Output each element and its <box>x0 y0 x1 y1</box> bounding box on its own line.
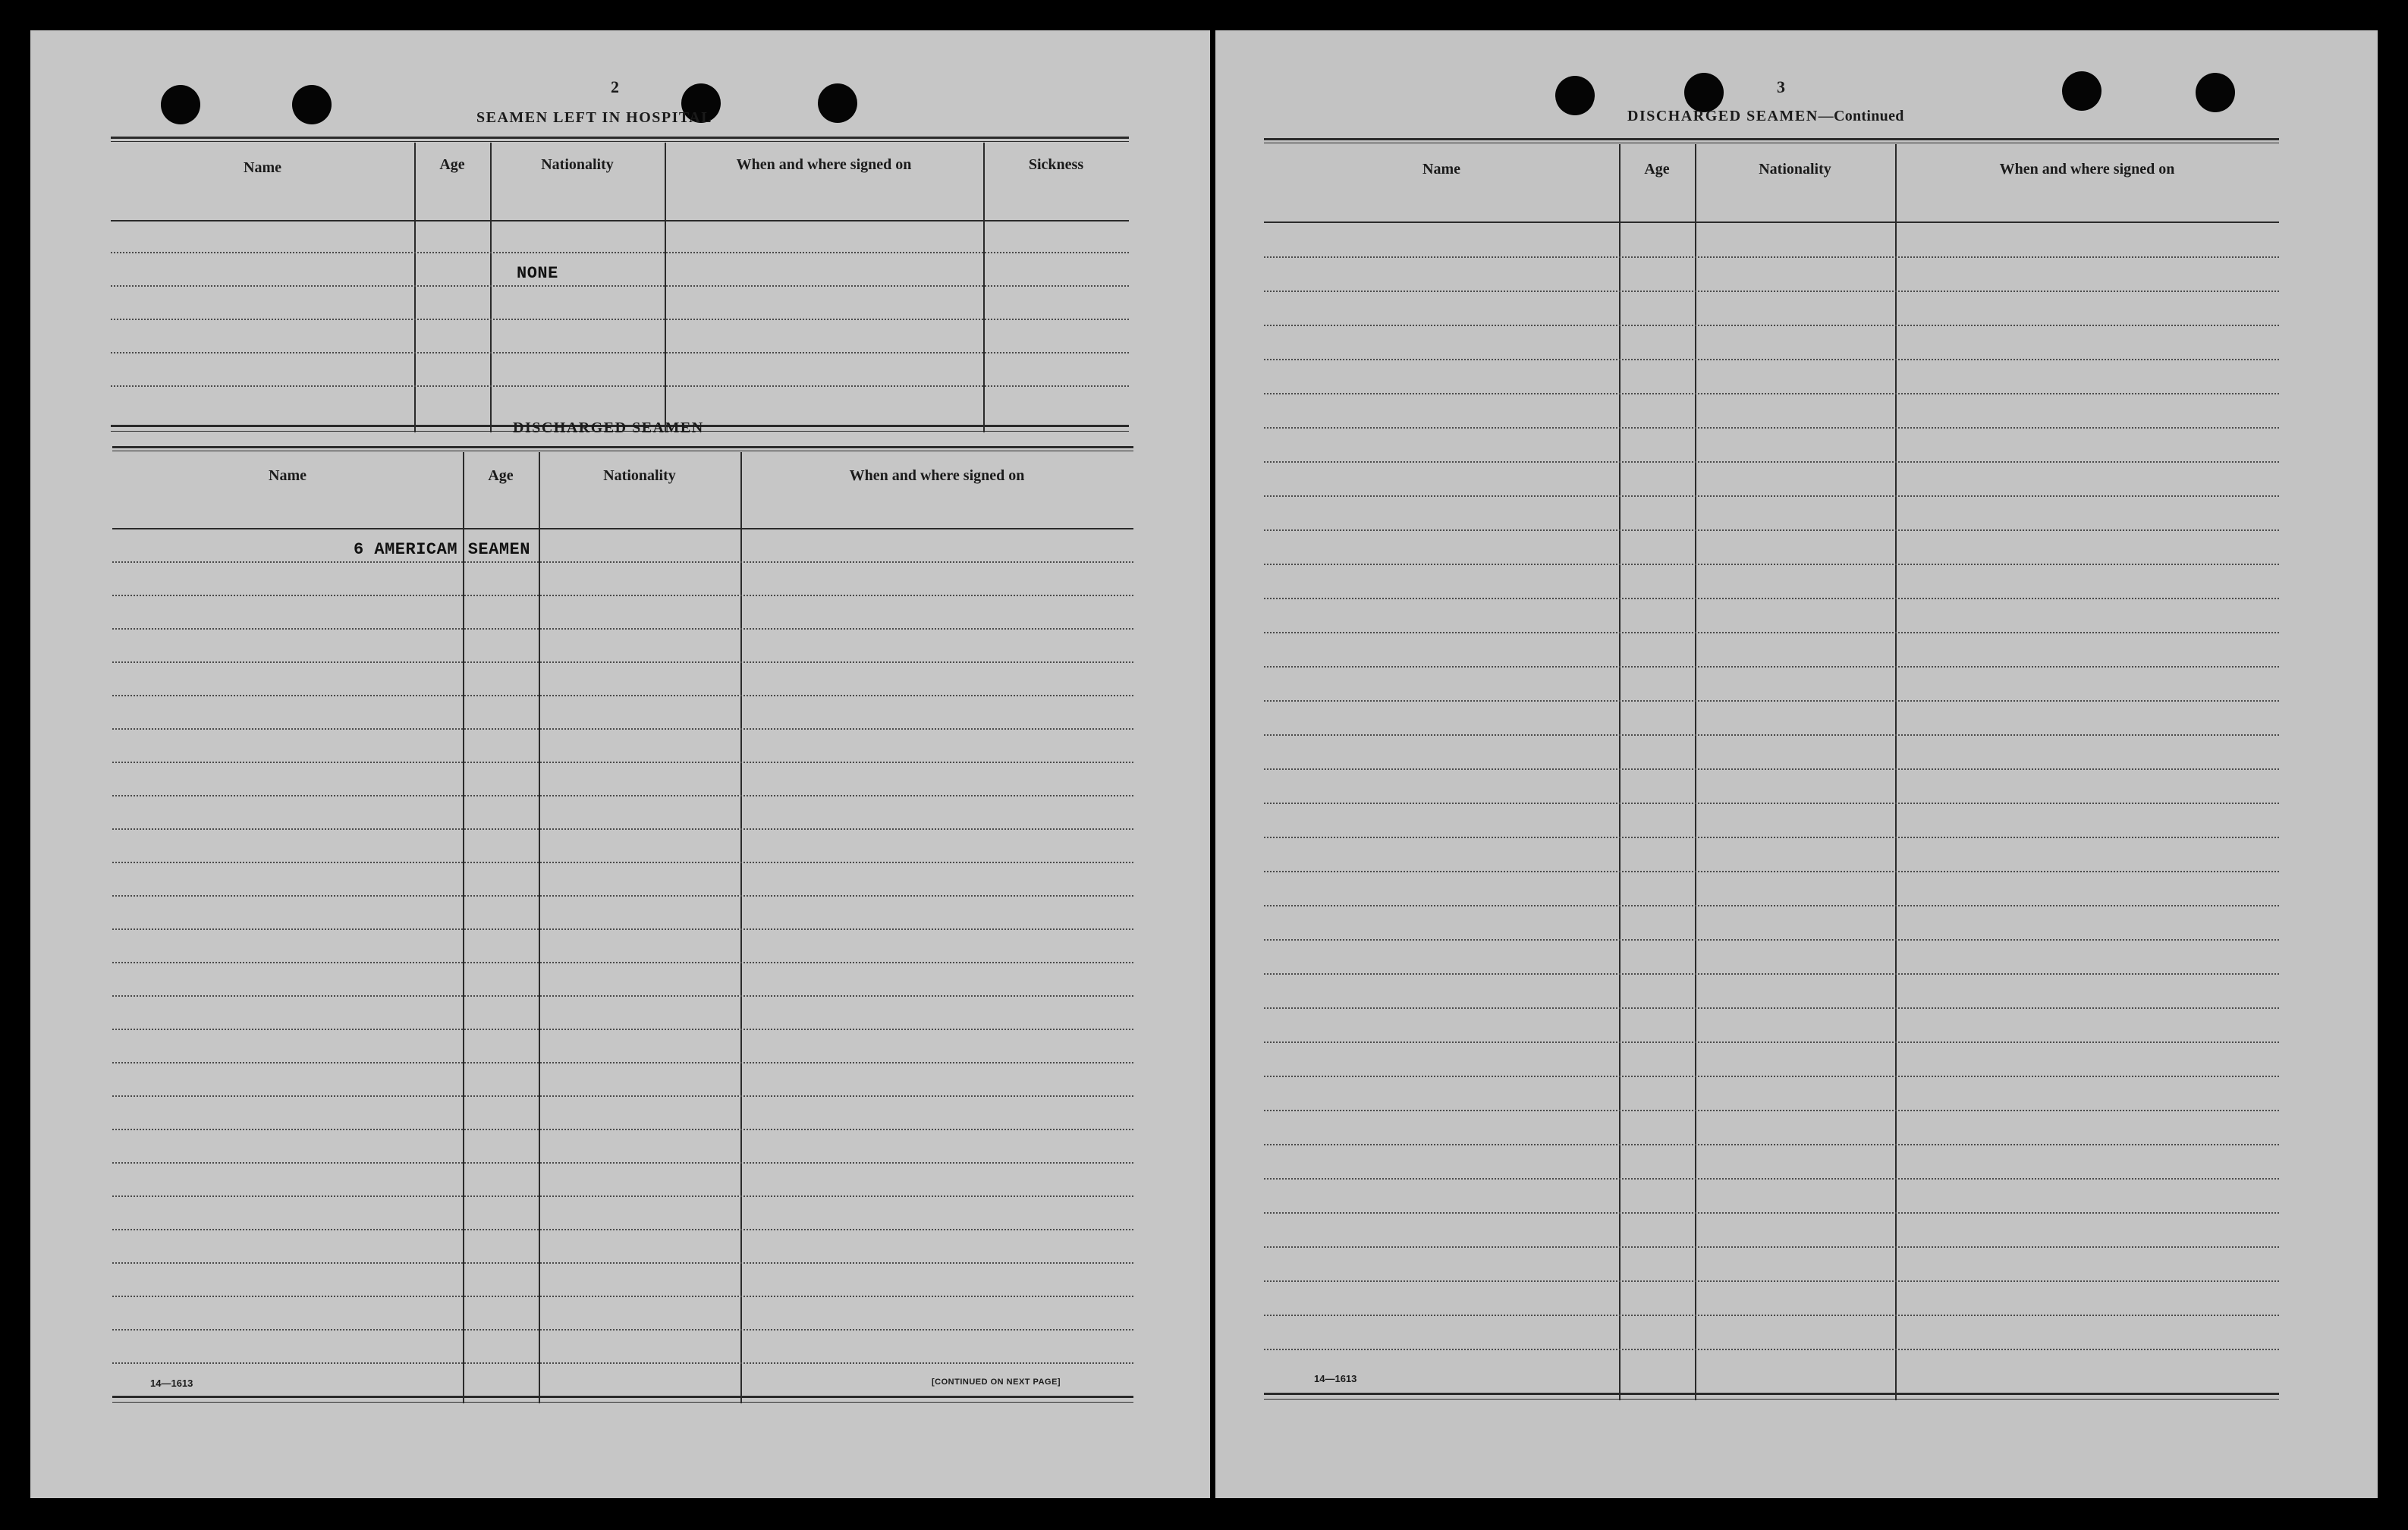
form-code: 14—1613 <box>1314 1373 1357 1384</box>
column-header-signed-on: When and where signed on <box>736 156 912 173</box>
punch-hole <box>818 83 857 123</box>
hospital-section-title: SEAMEN LEFT IN HOSPITAL <box>476 109 713 126</box>
discharged-section-title: DISCHARGED SEAMEN <box>513 419 704 436</box>
column-header-age: Age <box>1644 161 1670 178</box>
right-page <box>1215 30 2378 1498</box>
column-header-age: Age <box>439 156 465 173</box>
discharged-continued-table <box>1264 138 2279 1400</box>
column-header-name: Name <box>244 159 281 176</box>
punch-hole <box>292 85 332 124</box>
punch-hole <box>1555 76 1595 115</box>
continued-section-title: DISCHARGED SEAMEN—Continued <box>1627 108 1904 124</box>
discharged-table <box>112 446 1133 1403</box>
column-header-nationality: Nationality <box>603 467 676 484</box>
form-code: 14—1613 <box>150 1378 193 1389</box>
punch-hole <box>2062 71 2101 111</box>
column-header-age: Age <box>488 467 514 484</box>
hospital-table <box>111 137 1129 432</box>
column-header-name: Name <box>1422 161 1460 178</box>
hospital-entry: NONE <box>517 264 558 283</box>
column-header-signed-on: When and where signed on <box>849 467 1025 484</box>
punch-hole <box>2196 73 2235 112</box>
column-header-nationality: Nationality <box>1759 161 1831 178</box>
column-header-name: Name <box>269 467 307 484</box>
left-page <box>30 30 1210 1498</box>
discharged-entry: 6 AMERICAM SEAMEN <box>354 540 530 559</box>
punch-hole <box>1684 73 1724 112</box>
page-number: 2 <box>611 77 619 96</box>
page-number: 3 <box>1777 77 1785 96</box>
continued-note: [CONTINUED ON NEXT PAGE] <box>932 1378 1061 1387</box>
column-header-signed-on: When and where signed on <box>1999 161 2175 178</box>
punch-hole <box>161 85 200 124</box>
column-header-sickness: Sickness <box>1028 156 1084 173</box>
column-header-nationality: Nationality <box>541 156 614 173</box>
